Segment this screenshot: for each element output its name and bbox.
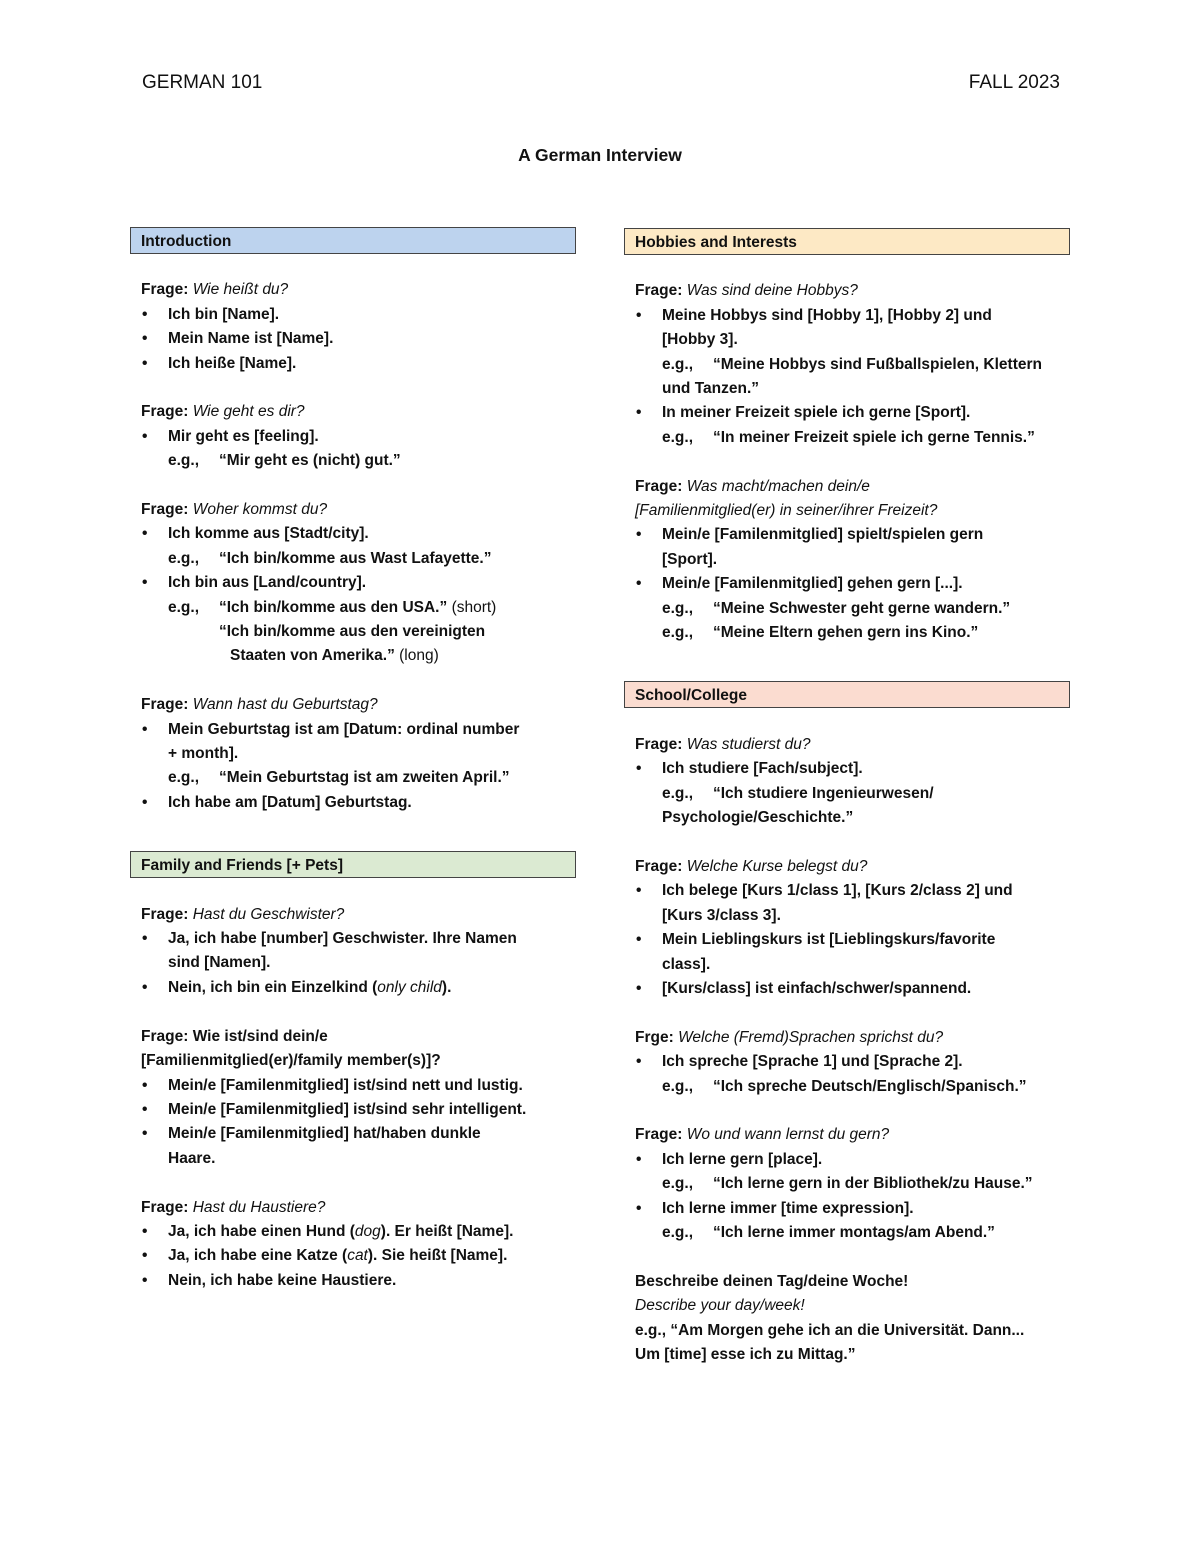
example-text: “Mir geht es (nicht) gut.” (219, 452, 401, 470)
question-block (141, 1025, 576, 1171)
answer-text: • Mein Geburtstag ist am [Datum: ordinal number (168, 720, 520, 738)
example-label: e.g., (168, 452, 200, 470)
answer-list (141, 303, 576, 376)
translation-text: only child (377, 978, 442, 996)
answer-text: • Ich belege [Kurs 1/class 1], [Kurs 2/class 2] und (662, 882, 1013, 900)
question-label: Frage: (141, 281, 189, 299)
example (662, 597, 1070, 621)
example-text: “Meine Eltern gehen gern ins Kino.” (713, 624, 979, 642)
question-block (635, 279, 1070, 450)
answer-text: Mir geht es [feeling]. (168, 427, 319, 445)
example-text: “Meine Schwester geht gerne wandern.” (713, 599, 1011, 617)
right-column (624, 228, 1070, 1367)
answer-list (635, 523, 1070, 645)
answer-text: Ich lerne gern [place]. (662, 1150, 823, 1168)
answer-item: • Ich heiße [Name]. (141, 352, 576, 376)
answer-item (635, 928, 1070, 977)
example-label: e.g., (662, 1175, 694, 1193)
answer-text: Ich lerne immer [time expression]. (662, 1199, 914, 1217)
answer-item (635, 1148, 1070, 1197)
answer-text: [Hobby 3]. (662, 331, 738, 349)
answer-item (141, 1220, 576, 1244)
answer-list (141, 522, 576, 668)
question-text: Wo und wann lernst du gern? (686, 1126, 890, 1144)
example-label: e.g., (662, 1223, 694, 1241)
describe-heading: Beschreibe deinen Tag/deine Woche! (635, 1272, 909, 1290)
translation-text: dog (354, 1222, 381, 1240)
answer-item (141, 571, 576, 669)
question-label: Frage: (141, 905, 189, 923)
answer-list (635, 1050, 1070, 1099)
answer-text: Ich bin aus [Land/country]. (168, 574, 367, 592)
answer-text: Ich spreche [Sprache 1] und [Sprache 2]. (662, 1053, 963, 1071)
section-heading-hobbies: Hobbies and Interests (624, 228, 1070, 255)
question-block (141, 1196, 576, 1294)
question-text: Wie geht es dir? (192, 403, 305, 421)
answer-list (635, 1148, 1070, 1246)
answer-list (141, 718, 576, 816)
question-block (635, 733, 1070, 831)
answer-text: [Kurs 3/class 3]. (662, 906, 781, 924)
answer-list (635, 304, 1070, 450)
example-text: “Ich lerne gern in der Bibliothek/zu Hause.” (713, 1175, 1033, 1193)
describe-example: e.g., “Am Morgen gehe ich an die Universität. Dann... (635, 1321, 1025, 1339)
answer-item (635, 401, 1070, 450)
answer-text: class]. (662, 955, 711, 973)
answer-list (141, 425, 576, 474)
example (168, 596, 576, 620)
answer-item: • Ich bin [Name]. (141, 303, 576, 327)
answer-text: + month]. (168, 745, 239, 763)
example (662, 1172, 1070, 1196)
example-text: “Ich bin/komme aus den vereinigten (219, 623, 486, 641)
example (662, 1221, 1070, 1245)
section-heading-family: Family and Friends [+ Pets] (130, 851, 576, 878)
answer-text: • Ja, ich habe [number] Geschwister. Ihre Namen (168, 930, 517, 948)
answer-item (635, 879, 1070, 928)
example-label: e.g., (662, 428, 694, 446)
answer-item (141, 1244, 576, 1268)
answer-list (635, 879, 1070, 1001)
question-label: Frage: (141, 1198, 189, 1216)
describe-example: Um [time] esse ich zu Mittag.” (635, 1345, 856, 1363)
question-label: Frage: (141, 696, 189, 714)
answer-text: • Mein/e [Familenmitglied] hat/haben dunkle (168, 1125, 481, 1143)
document-title: A German Interview (518, 145, 682, 165)
question-text: Was sind deine Hobbys? (686, 282, 858, 300)
answer-item (141, 1122, 576, 1171)
question-text: Wann hast du Geburtstag? (192, 696, 378, 714)
example-text: “Ich bin/komme aus den USA.” (219, 598, 448, 616)
section-hobbies (624, 228, 1070, 645)
answer-text: • Meine Hobbys sind [Hobby 1], [Hobby 2] und (662, 306, 992, 324)
example-text (168, 644, 576, 668)
question-block (141, 278, 576, 376)
question-block (635, 855, 1070, 1001)
question-block (141, 498, 576, 669)
example (168, 547, 576, 571)
example-text-line: Staaten von Amerika.” (230, 647, 395, 665)
example (662, 426, 1070, 450)
section-introduction (130, 227, 576, 815)
example (168, 449, 576, 473)
answer-item (635, 1050, 1070, 1099)
example (168, 766, 576, 790)
question-text: Was studierst du? (686, 735, 811, 753)
question-text: [Familienmitglied(er) in seiner/ihrer Freizeit? (635, 502, 938, 520)
answer-text: Ich komme aus [Stadt/city]. (168, 525, 369, 543)
example-text: Psychologie/Geschichte.” (662, 809, 854, 827)
answer-item (141, 718, 576, 791)
question-text: Was macht/machen dein/e (686, 477, 870, 495)
question-label: Frge: (635, 1028, 674, 1046)
answer-item: • Ich habe am [Datum] Geburtstag. (141, 791, 576, 815)
answer-list (141, 927, 576, 1000)
term: FALL 2023 (968, 72, 1060, 93)
section-school (624, 681, 1070, 1367)
answer-item (635, 572, 1070, 645)
question-label: Frage: (635, 1126, 683, 1144)
answer-text: Mein/e [Familenmitglied] gehen gern [...]. (662, 575, 963, 593)
example-text: “Meine Hobbys sind Fußballspielen, Klettern (713, 355, 1042, 373)
example-text: “In meiner Freizeit spiele ich gerne Tennis.” (713, 428, 1035, 446)
answer-text: ). (441, 978, 452, 996)
section-heading-introduction: Introduction (130, 227, 576, 254)
example (662, 782, 1070, 806)
example-label: e.g., (662, 624, 694, 642)
answer-item (141, 927, 576, 976)
question-block (635, 1026, 1070, 1099)
example-text: “Ich lerne immer montags/am Abend.” (713, 1223, 995, 1241)
example-label: e.g., (662, 355, 694, 373)
answer-text: ). Er heißt [Name]. (380, 1222, 514, 1240)
answer-text: Ja, ich habe eine Katze ( (168, 1247, 348, 1265)
question-label: Frage: (141, 403, 189, 421)
question-text: Wie heißt du? (192, 281, 289, 299)
example-text: “Ich spreche Deutsch/Englisch/Spanisch.” (713, 1077, 1027, 1095)
answer-text: sind [Namen]. (168, 954, 271, 972)
answer-item: • Mein/e [Familenmitglied] ist/sind sehr intelligent. (141, 1098, 576, 1122)
question-text: Welche (Fremd)Sprachen sprichst du? (678, 1028, 944, 1046)
example-note: (long) (399, 647, 439, 665)
answer-item: • Nein, ich habe keine Haustiere. (141, 1269, 576, 1293)
answer-item: • Mein/e [Familenmitglied] ist/sind nett und lustig. (141, 1074, 576, 1098)
example (662, 621, 1070, 645)
answer-text: In meiner Freizeit spiele ich gerne [Sport]. (662, 404, 971, 422)
question-block (141, 400, 576, 473)
question-block (635, 1123, 1070, 1245)
example (662, 1075, 1070, 1099)
question-label: Frage: (635, 477, 683, 495)
answer-item (141, 425, 576, 474)
answer-item (141, 976, 576, 1000)
answer-text: • Mein Lieblingskurs ist [Lieblingskurs/favorite (662, 931, 996, 949)
answer-item (635, 757, 1070, 830)
question-text: [Familienmitglied(er)/family member(s)]? (141, 1052, 441, 1070)
question-block (141, 903, 576, 1001)
answer-text: Ich studiere [Fach/subject]. (662, 760, 863, 778)
example-text: “Ich bin/komme aus Wast Lafayette.” (219, 549, 492, 567)
question-label: Frage: (141, 1027, 189, 1045)
answer-item: • [Kurs/class] ist einfach/schwer/spannend. (635, 977, 1070, 1001)
translation-text: cat (347, 1247, 368, 1265)
section-heading-school: School/College (624, 681, 1070, 708)
answer-item: • Mein Name ist [Name]. (141, 327, 576, 351)
example-text: “Mein Geburtstag ist am zweiten April.” (219, 769, 510, 787)
answer-item (635, 304, 1070, 402)
question-label: Frage: (635, 857, 683, 875)
example-label: e.g., (168, 598, 200, 616)
answer-text: • Mein/e [Familenmitglied] spielt/spielen gern (662, 526, 984, 544)
describe-translation: Describe your day/week! (635, 1297, 805, 1315)
example-text: “Ich studiere Ingenieurwesen/ (713, 784, 934, 802)
question-text: Woher kommst du? (192, 501, 328, 519)
question-text: Welche Kurse belegst du? (686, 857, 868, 875)
answer-list (141, 1220, 576, 1293)
example-label: e.g., (662, 784, 694, 802)
answer-item (635, 1197, 1070, 1246)
answer-list (141, 1074, 576, 1172)
example-label: e.g., (662, 1077, 694, 1095)
left-column (130, 227, 576, 1293)
answer-item (141, 522, 576, 571)
question-label: Frage: (635, 735, 683, 753)
example (662, 353, 1070, 377)
answer-text: Nein, ich bin ein Einzelkind ( (168, 978, 378, 996)
question-label: Frage: (635, 282, 683, 300)
answer-item (635, 523, 1070, 572)
question-text: Wie ist/sind dein/e (192, 1027, 328, 1045)
question-text: Hast du Haustiere? (192, 1198, 326, 1216)
example-text: und Tanzen.” (662, 380, 760, 398)
describe-block (635, 1270, 1070, 1368)
question-block (635, 475, 1070, 646)
question-block (141, 693, 576, 815)
question-text: Hast du Geschwister? (192, 905, 345, 923)
example-label: e.g., (168, 769, 200, 787)
course-name: GERMAN 101 (142, 72, 263, 93)
answer-list (635, 757, 1070, 830)
example-label: e.g., (662, 599, 694, 617)
example-label: e.g., (168, 549, 200, 567)
answer-text: [Sport]. (662, 550, 718, 568)
answer-text: Ja, ich habe einen Hund ( (168, 1222, 355, 1240)
question-label: Frage: (141, 501, 189, 519)
section-family (130, 851, 576, 1293)
example-note: (short) (451, 598, 497, 616)
answer-text: Haare. (168, 1149, 216, 1167)
answer-text: ). Sie heißt [Name]. (367, 1247, 508, 1265)
